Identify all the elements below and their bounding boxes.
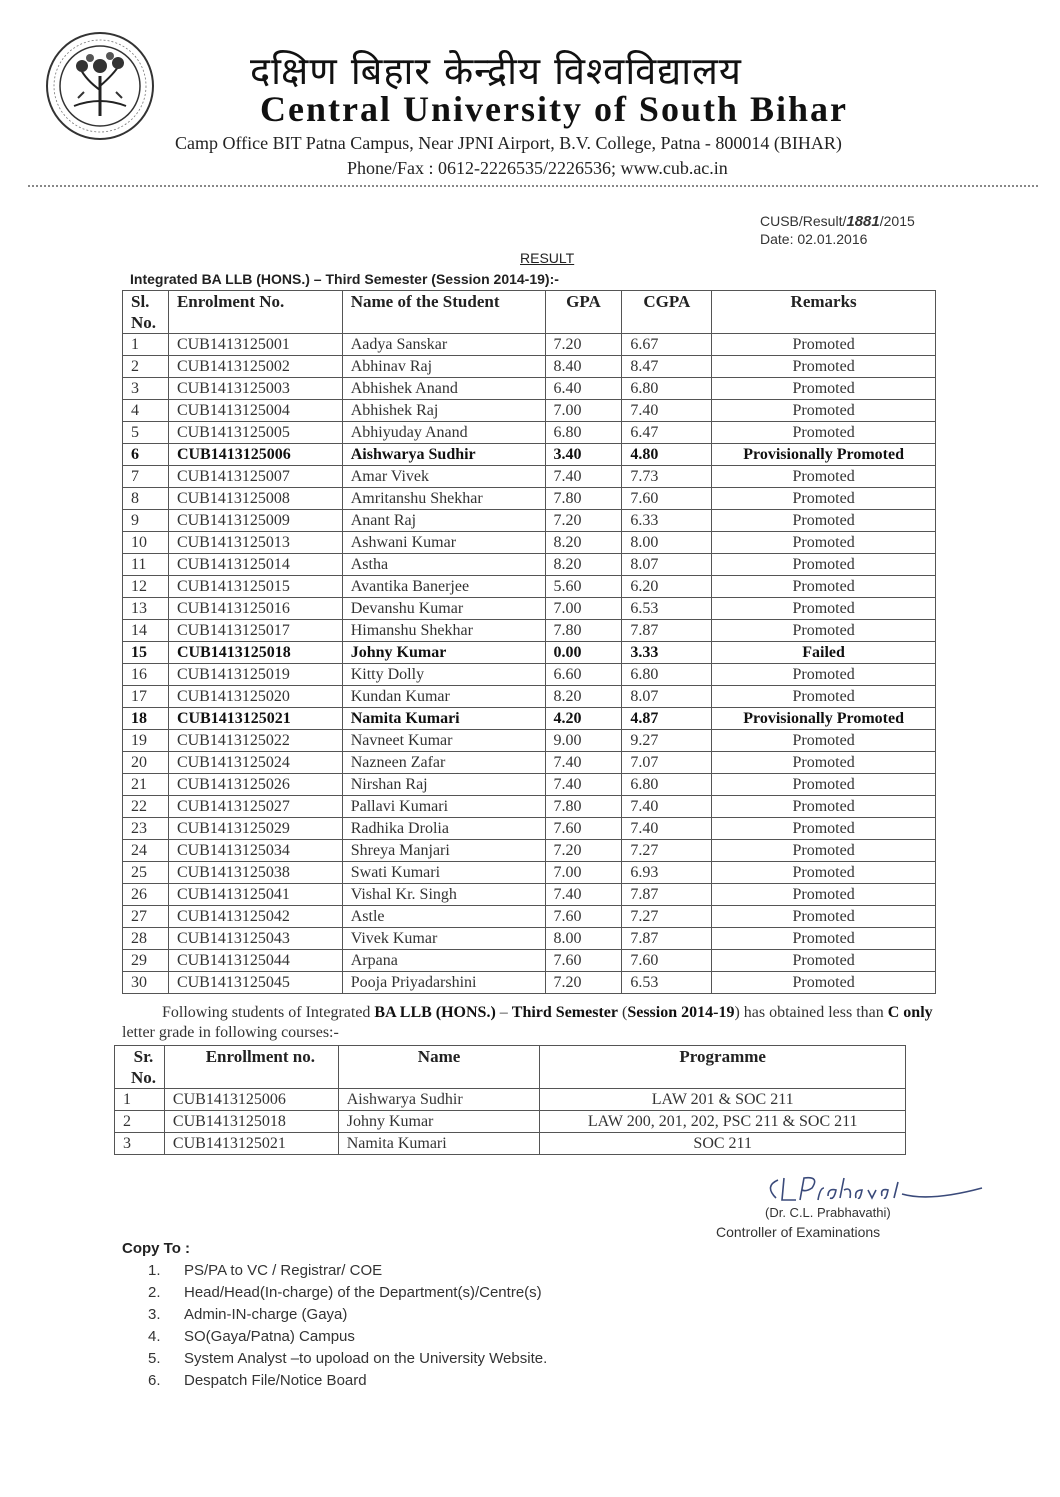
cell-gpa: 7.20 <box>545 972 622 994</box>
cell-student-name: Astle <box>342 906 545 928</box>
cell-gpa: 7.80 <box>545 620 622 642</box>
cell-programme: LAW 201 & SOC 211 <box>540 1089 906 1111</box>
column-header-sl-no: Sl. No. <box>123 291 169 334</box>
course-table-body <box>115 1089 906 1155</box>
cell-gpa: 6.80 <box>545 422 622 444</box>
cell-remarks: Promoted <box>712 906 936 928</box>
cell-student-name: Aishwarya Sudhir <box>342 444 545 466</box>
cell-student-name: Swati Kumari <box>342 862 545 884</box>
cell-cgpa: 6.53 <box>622 598 712 620</box>
cell-gpa: 5.60 <box>545 576 622 598</box>
cell-programme: LAW 200, 201, 202, PSC 211 & SOC 211 <box>540 1111 906 1133</box>
cell-enrolment-no: CUB1413125017 <box>168 620 342 642</box>
copy-to-item-text: Admin-IN-charge (Gaya) <box>184 1306 348 1323</box>
cell-sl-no: 12 <box>123 576 169 598</box>
cell-sl-no: 9 <box>123 510 169 532</box>
cell-student-name: Nirshan Raj <box>342 774 545 796</box>
copy-to-item-number: 2. <box>148 1284 161 1301</box>
cell-enrolment-no: CUB1413125026 <box>168 774 342 796</box>
cell-cgpa: 3.33 <box>622 642 712 664</box>
cell-sl-no: 18 <box>123 708 169 730</box>
cell-cgpa: 6.67 <box>622 334 712 356</box>
cell-sl-no: 2 <box>123 356 169 378</box>
cell-name: Aishwarya Sudhir <box>338 1089 540 1111</box>
cell-cgpa: 7.40 <box>622 818 712 840</box>
document-date: Date: 02.01.2016 <box>760 231 868 247</box>
cell-remarks: Promoted <box>712 972 936 994</box>
course-table-row <box>115 1111 906 1133</box>
cell-sl-no: 4 <box>123 400 169 422</box>
cell-sl-no: 21 <box>123 774 169 796</box>
failed-courses-table <box>114 1045 906 1155</box>
cell-enrolment-no: CUB1413125027 <box>168 796 342 818</box>
cell-gpa: 7.00 <box>545 400 622 422</box>
note-bold-programme: BA LLB (HONS.) <box>374 1004 496 1021</box>
copy-to-item-number: 1. <box>148 1262 161 1279</box>
result-table-row <box>123 532 936 554</box>
cell-student-name: Vivek Kumar <box>342 928 545 950</box>
cell-remarks: Promoted <box>712 862 936 884</box>
cell-cgpa: 6.80 <box>622 664 712 686</box>
column-header-name: Name <box>338 1046 540 1089</box>
result-table-row <box>123 466 936 488</box>
cell-student-name: Radhika Drolia <box>342 818 545 840</box>
university-english-title: Central University of South Bihar <box>260 89 848 129</box>
result-table-row <box>123 752 936 774</box>
cell-enrolment-no: CUB1413125006 <box>168 444 342 466</box>
cell-cgpa: 6.80 <box>622 378 712 400</box>
course-table-row <box>115 1089 906 1111</box>
column-header-enrolment-no: Enrolment No. <box>168 291 342 334</box>
cell-cgpa: 4.87 <box>622 708 712 730</box>
cell-cgpa: 7.40 <box>622 400 712 422</box>
result-table-row <box>123 906 936 928</box>
cell-student-name: Devanshu Kumar <box>342 598 545 620</box>
cell-sl-no: 13 <box>123 598 169 620</box>
cell-gpa: 7.20 <box>545 840 622 862</box>
result-table-caption: Integrated BA LLB (HONS.) – Third Semester (Session 2014-19):- <box>130 271 559 287</box>
cell-gpa: 7.60 <box>545 950 622 972</box>
result-table-row <box>123 554 936 576</box>
result-table-row <box>123 664 936 686</box>
cell-gpa: 8.20 <box>545 554 622 576</box>
cell-cgpa: 9.27 <box>622 730 712 752</box>
result-table-row <box>123 950 936 972</box>
copy-to-item <box>148 1348 547 1370</box>
result-table-row <box>123 488 936 510</box>
copy-to-item-number: 5. <box>148 1350 161 1367</box>
cell-remarks: Promoted <box>712 686 936 708</box>
cell-enrolment-no: CUB1413125007 <box>168 466 342 488</box>
cell-remarks: Promoted <box>712 422 936 444</box>
cell-student-name: Pallavi Kumari <box>342 796 545 818</box>
cell-gpa: 6.60 <box>545 664 622 686</box>
cell-student-name: Arpana <box>342 950 545 972</box>
cell-remarks: Promoted <box>712 532 936 554</box>
cell-remarks: Promoted <box>712 796 936 818</box>
cell-gpa: 7.40 <box>545 884 622 906</box>
cell-enrolment-no: CUB1413125001 <box>168 334 342 356</box>
cell-cgpa: 7.07 <box>622 752 712 774</box>
cell-sl-no: 10 <box>123 532 169 554</box>
reference-prefix: CUSB/Result/ <box>760 213 847 229</box>
result-table-row <box>123 642 936 664</box>
university-seal-logo <box>44 30 156 142</box>
cell-gpa: 3.40 <box>545 444 622 466</box>
cell-enrolment-no: CUB1413125029 <box>168 818 342 840</box>
cell-enrolment-no: CUB1413125009 <box>168 510 342 532</box>
cell-gpa: 7.40 <box>545 466 622 488</box>
cell-remarks: Promoted <box>712 356 936 378</box>
cell-gpa: 7.60 <box>545 818 622 840</box>
cell-sl-no: 19 <box>123 730 169 752</box>
result-table-row <box>123 774 936 796</box>
result-table-row <box>123 356 936 378</box>
address-line: Camp Office BIT Patna Campus, Near JPNI Airport, B.V. College, Patna - 800014 (BIHAR) <box>175 133 842 153</box>
cell-enrolment-no: CUB1413125045 <box>168 972 342 994</box>
note-bold-grade: C only <box>887 1004 933 1021</box>
cell-cgpa: 6.93 <box>622 862 712 884</box>
cell-cgpa: 7.87 <box>622 620 712 642</box>
note-text: ( <box>617 1004 628 1021</box>
cell-sl-no: 20 <box>123 752 169 774</box>
cell-remarks: Promoted <box>712 752 936 774</box>
cell-sl-no: 26 <box>123 884 169 906</box>
cell-cgpa: 8.07 <box>622 686 712 708</box>
cell-student-name: Anant Raj <box>342 510 545 532</box>
cell-sr-no: 1 <box>115 1089 165 1111</box>
cell-cgpa: 8.07 <box>622 554 712 576</box>
copy-to-item <box>148 1326 547 1348</box>
cell-enrolment-no: CUB1413125016 <box>168 598 342 620</box>
cell-cgpa: 7.87 <box>622 884 712 906</box>
cell-gpa: 6.40 <box>545 378 622 400</box>
cell-sl-no: 15 <box>123 642 169 664</box>
cell-enrollment-no: CUB1413125006 <box>164 1089 338 1111</box>
cell-enrolment-no: CUB1413125008 <box>168 488 342 510</box>
copy-to-item <box>148 1282 547 1304</box>
cell-remarks: Promoted <box>712 510 936 532</box>
cell-enrolment-no: CUB1413125014 <box>168 554 342 576</box>
cell-remarks: Promoted <box>712 730 936 752</box>
university-hindi-title: दक्षिण बिहार केन्द्रीय विश्वविद्यालय <box>250 49 742 93</box>
cell-sl-no: 29 <box>123 950 169 972</box>
cell-cgpa: 4.80 <box>622 444 712 466</box>
copy-to-item <box>148 1304 547 1326</box>
cell-enrolment-no: CUB1413125003 <box>168 378 342 400</box>
cell-sl-no: 7 <box>123 466 169 488</box>
cell-sr-no: 3 <box>115 1133 165 1155</box>
cell-student-name: Amritanshu Shekhar <box>342 488 545 510</box>
cell-gpa: 8.40 <box>545 356 622 378</box>
cell-remarks: Promoted <box>712 400 936 422</box>
cell-enrolment-no: CUB1413125022 <box>168 730 342 752</box>
copy-to-list <box>148 1260 547 1392</box>
cell-remarks: Promoted <box>712 840 936 862</box>
cell-enrollment-no: CUB1413125018 <box>164 1111 338 1133</box>
failed-courses-note <box>122 1003 962 1043</box>
copy-to-item-number: 3. <box>148 1306 161 1323</box>
cell-gpa: 8.20 <box>545 686 622 708</box>
cell-remarks: Provisionally Promoted <box>712 444 936 466</box>
copy-to-item <box>148 1260 547 1282</box>
cell-enrolment-no: CUB1413125019 <box>168 664 342 686</box>
copy-to-heading: Copy To : <box>122 1240 191 1257</box>
cell-gpa: 7.00 <box>545 862 622 884</box>
cell-student-name: Abhishek Raj <box>342 400 545 422</box>
result-table-row <box>123 818 936 840</box>
cell-student-name: Himanshu Shekhar <box>342 620 545 642</box>
cell-student-name: Abhishek Anand <box>342 378 545 400</box>
cell-student-name: Pooja Priyadarshini <box>342 972 545 994</box>
cell-remarks: Provisionally Promoted <box>712 708 936 730</box>
cell-cgpa: 6.33 <box>622 510 712 532</box>
cell-cgpa: 7.60 <box>622 488 712 510</box>
result-table-row <box>123 444 936 466</box>
copy-to-item-text: Head/Head(In-charge) of the Department(s)/Centre(s) <box>184 1284 542 1301</box>
cell-remarks: Promoted <box>712 818 936 840</box>
note-text: letter grade in following courses:- <box>122 1024 339 1041</box>
cell-sl-no: 25 <box>123 862 169 884</box>
cell-gpa: 4.20 <box>545 708 622 730</box>
cell-sr-no: 2 <box>115 1111 165 1133</box>
course-table-header-row <box>115 1046 906 1089</box>
cell-gpa: 8.20 <box>545 532 622 554</box>
result-table-row <box>123 708 936 730</box>
cell-gpa: 7.20 <box>545 334 622 356</box>
header-divider <box>28 185 1038 187</box>
cell-remarks: Promoted <box>712 950 936 972</box>
cell-cgpa: 8.47 <box>622 356 712 378</box>
cell-remarks: Promoted <box>712 774 936 796</box>
column-header-gpa: GPA <box>545 291 622 334</box>
cell-gpa: 7.20 <box>545 510 622 532</box>
copy-to-item-text: SO(Gaya/Patna) Campus <box>184 1328 355 1345</box>
signatory-title: Controller of Examinations <box>716 1224 881 1240</box>
note-bold-semester: Third Semester <box>511 1004 618 1021</box>
cell-cgpa: 7.60 <box>622 950 712 972</box>
cell-student-name: Nazneen Zafar <box>342 752 545 774</box>
cell-enrolment-no: CUB1413125005 <box>168 422 342 444</box>
cell-sl-no: 1 <box>123 334 169 356</box>
cell-student-name: Aadya Sanskar <box>342 334 545 356</box>
cell-gpa: 9.00 <box>545 730 622 752</box>
column-header-student-name: Name of the Student <box>342 291 545 334</box>
cell-student-name: Shreya Manjari <box>342 840 545 862</box>
signatory-name: (Dr. C.L. Prabhavathi) <box>765 1205 891 1220</box>
cell-student-name: Kundan Kumar <box>342 686 545 708</box>
result-table-row <box>123 928 936 950</box>
cell-gpa: 7.00 <box>545 598 622 620</box>
cell-enrolment-no: CUB1413125042 <box>168 906 342 928</box>
result-table-row <box>123 620 936 642</box>
cell-cgpa: 7.27 <box>622 840 712 862</box>
cell-enrolment-no: CUB1413125038 <box>168 862 342 884</box>
cell-gpa: 0.00 <box>545 642 622 664</box>
cell-enrolment-no: CUB1413125018 <box>168 642 342 664</box>
result-table-row <box>123 972 936 994</box>
cell-student-name: Avantika Banerjee <box>342 576 545 598</box>
cell-enrolment-no: CUB1413125004 <box>168 400 342 422</box>
copy-to-item-text: PS/PA to VC / Registrar/ COE <box>184 1262 383 1279</box>
cell-remarks: Promoted <box>712 466 936 488</box>
column-header-sr-no: Sr. No. <box>115 1046 165 1089</box>
result-table-row <box>123 400 936 422</box>
copy-to-item-text: Despatch File/Notice Board <box>184 1372 367 1389</box>
column-header-programme: Programme <box>540 1046 906 1089</box>
cell-remarks: Promoted <box>712 334 936 356</box>
cell-sl-no: 27 <box>123 906 169 928</box>
cell-cgpa: 8.00 <box>622 532 712 554</box>
cell-sl-no: 17 <box>123 686 169 708</box>
cell-sl-no: 8 <box>123 488 169 510</box>
cell-remarks: Promoted <box>712 620 936 642</box>
cell-cgpa: 7.87 <box>622 928 712 950</box>
cell-student-name: Navneet Kumar <box>342 730 545 752</box>
cell-cgpa: 6.53 <box>622 972 712 994</box>
cell-enrolment-no: CUB1413125002 <box>168 356 342 378</box>
cell-remarks: Promoted <box>712 488 936 510</box>
cell-enrolment-no: CUB1413125044 <box>168 950 342 972</box>
cell-enrolment-no: CUB1413125043 <box>168 928 342 950</box>
cell-sl-no: 16 <box>123 664 169 686</box>
cell-enrolment-no: CUB1413125020 <box>168 686 342 708</box>
cell-remarks: Promoted <box>712 598 936 620</box>
result-table <box>122 290 936 994</box>
result-table-row <box>123 378 936 400</box>
cell-sl-no: 5 <box>123 422 169 444</box>
copy-to-item <box>148 1370 547 1392</box>
cell-student-name: Kitty Dolly <box>342 664 545 686</box>
cell-remarks: Promoted <box>712 664 936 686</box>
cell-sl-no: 30 <box>123 972 169 994</box>
cell-remarks: Promoted <box>712 884 936 906</box>
cell-cgpa: 7.40 <box>622 796 712 818</box>
result-heading: RESULT <box>520 250 575 266</box>
cell-name: Johny Kumar <box>338 1111 540 1133</box>
cell-gpa: 7.80 <box>545 796 622 818</box>
cell-enrolment-no: CUB1413125015 <box>168 576 342 598</box>
cell-sl-no: 14 <box>123 620 169 642</box>
copy-to-item-text: System Analyst –to upoload on the University Website. <box>184 1350 548 1367</box>
result-table-row <box>123 598 936 620</box>
cell-sl-no: 22 <box>123 796 169 818</box>
cell-enrolment-no: CUB1413125041 <box>168 884 342 906</box>
cell-enrollment-no: CUB1413125021 <box>164 1133 338 1155</box>
cell-remarks: Promoted <box>712 378 936 400</box>
result-table-body <box>123 334 936 994</box>
result-table-header-row <box>123 291 936 334</box>
result-table-row <box>123 422 936 444</box>
reference-handwritten-number: 1881 <box>846 213 880 230</box>
cell-remarks: Failed <box>712 642 936 664</box>
column-header-enrollment-no: Enrollment no. <box>164 1046 338 1089</box>
result-table-row <box>123 796 936 818</box>
cell-gpa: 7.80 <box>545 488 622 510</box>
cell-enrolment-no: CUB1413125021 <box>168 708 342 730</box>
result-table-row <box>123 686 936 708</box>
note-text: – <box>495 1004 512 1021</box>
result-table-row <box>123 576 936 598</box>
cell-sl-no: 6 <box>123 444 169 466</box>
result-table-row <box>123 730 936 752</box>
note-text: ) has obtained less than <box>734 1004 888 1021</box>
course-table-row <box>115 1133 906 1155</box>
cell-cgpa: 7.73 <box>622 466 712 488</box>
cell-student-name: Amar Vivek <box>342 466 545 488</box>
cell-sl-no: 3 <box>123 378 169 400</box>
cell-enrolment-no: CUB1413125024 <box>168 752 342 774</box>
cell-remarks: Promoted <box>712 928 936 950</box>
column-header-remarks: Remarks <box>712 291 936 334</box>
cell-sl-no: 28 <box>123 928 169 950</box>
cell-sl-no: 24 <box>123 840 169 862</box>
cell-gpa: 7.40 <box>545 752 622 774</box>
cell-student-name: Abhinav Raj <box>342 356 545 378</box>
note-text: Following students of Integrated <box>162 1004 375 1021</box>
cell-cgpa: 6.80 <box>622 774 712 796</box>
cell-student-name: Johny Kumar <box>342 642 545 664</box>
column-header-cgpa: CGPA <box>622 291 712 334</box>
contact-line: Phone/Fax : 0612-2226535/2226536; www.cub.ac.in <box>347 158 728 178</box>
cell-remarks: Promoted <box>712 554 936 576</box>
cell-student-name: Astha <box>342 554 545 576</box>
reference-number <box>760 213 915 230</box>
cell-gpa: 7.40 <box>545 774 622 796</box>
result-table-row <box>123 884 936 906</box>
cell-student-name: Vishal Kr. Singh <box>342 884 545 906</box>
note-bold-session: Session 2014-19 <box>627 1004 735 1021</box>
cell-cgpa: 7.27 <box>622 906 712 928</box>
cell-programme: SOC 211 <box>540 1133 906 1155</box>
cell-gpa: 8.00 <box>545 928 622 950</box>
cell-sl-no: 11 <box>123 554 169 576</box>
result-table-row <box>123 510 936 532</box>
reference-suffix: /2015 <box>879 213 915 229</box>
cell-enrolment-no: CUB1413125034 <box>168 840 342 862</box>
result-table-row <box>123 862 936 884</box>
cell-student-name: Ashwani Kumar <box>342 532 545 554</box>
cell-cgpa: 6.20 <box>622 576 712 598</box>
cell-cgpa: 6.47 <box>622 422 712 444</box>
cell-name: Namita Kumari <box>338 1133 540 1155</box>
cell-student-name: Namita Kumari <box>342 708 545 730</box>
copy-to-item-number: 6. <box>148 1372 161 1389</box>
result-table-row <box>123 840 936 862</box>
cell-student-name: Abhiyuday Anand <box>342 422 545 444</box>
cell-sl-no: 23 <box>123 818 169 840</box>
cell-enrolment-no: CUB1413125013 <box>168 532 342 554</box>
copy-to-item-number: 4. <box>148 1328 161 1345</box>
cell-gpa: 7.60 <box>545 906 622 928</box>
result-table-row <box>123 334 936 356</box>
cell-remarks: Promoted <box>712 576 936 598</box>
